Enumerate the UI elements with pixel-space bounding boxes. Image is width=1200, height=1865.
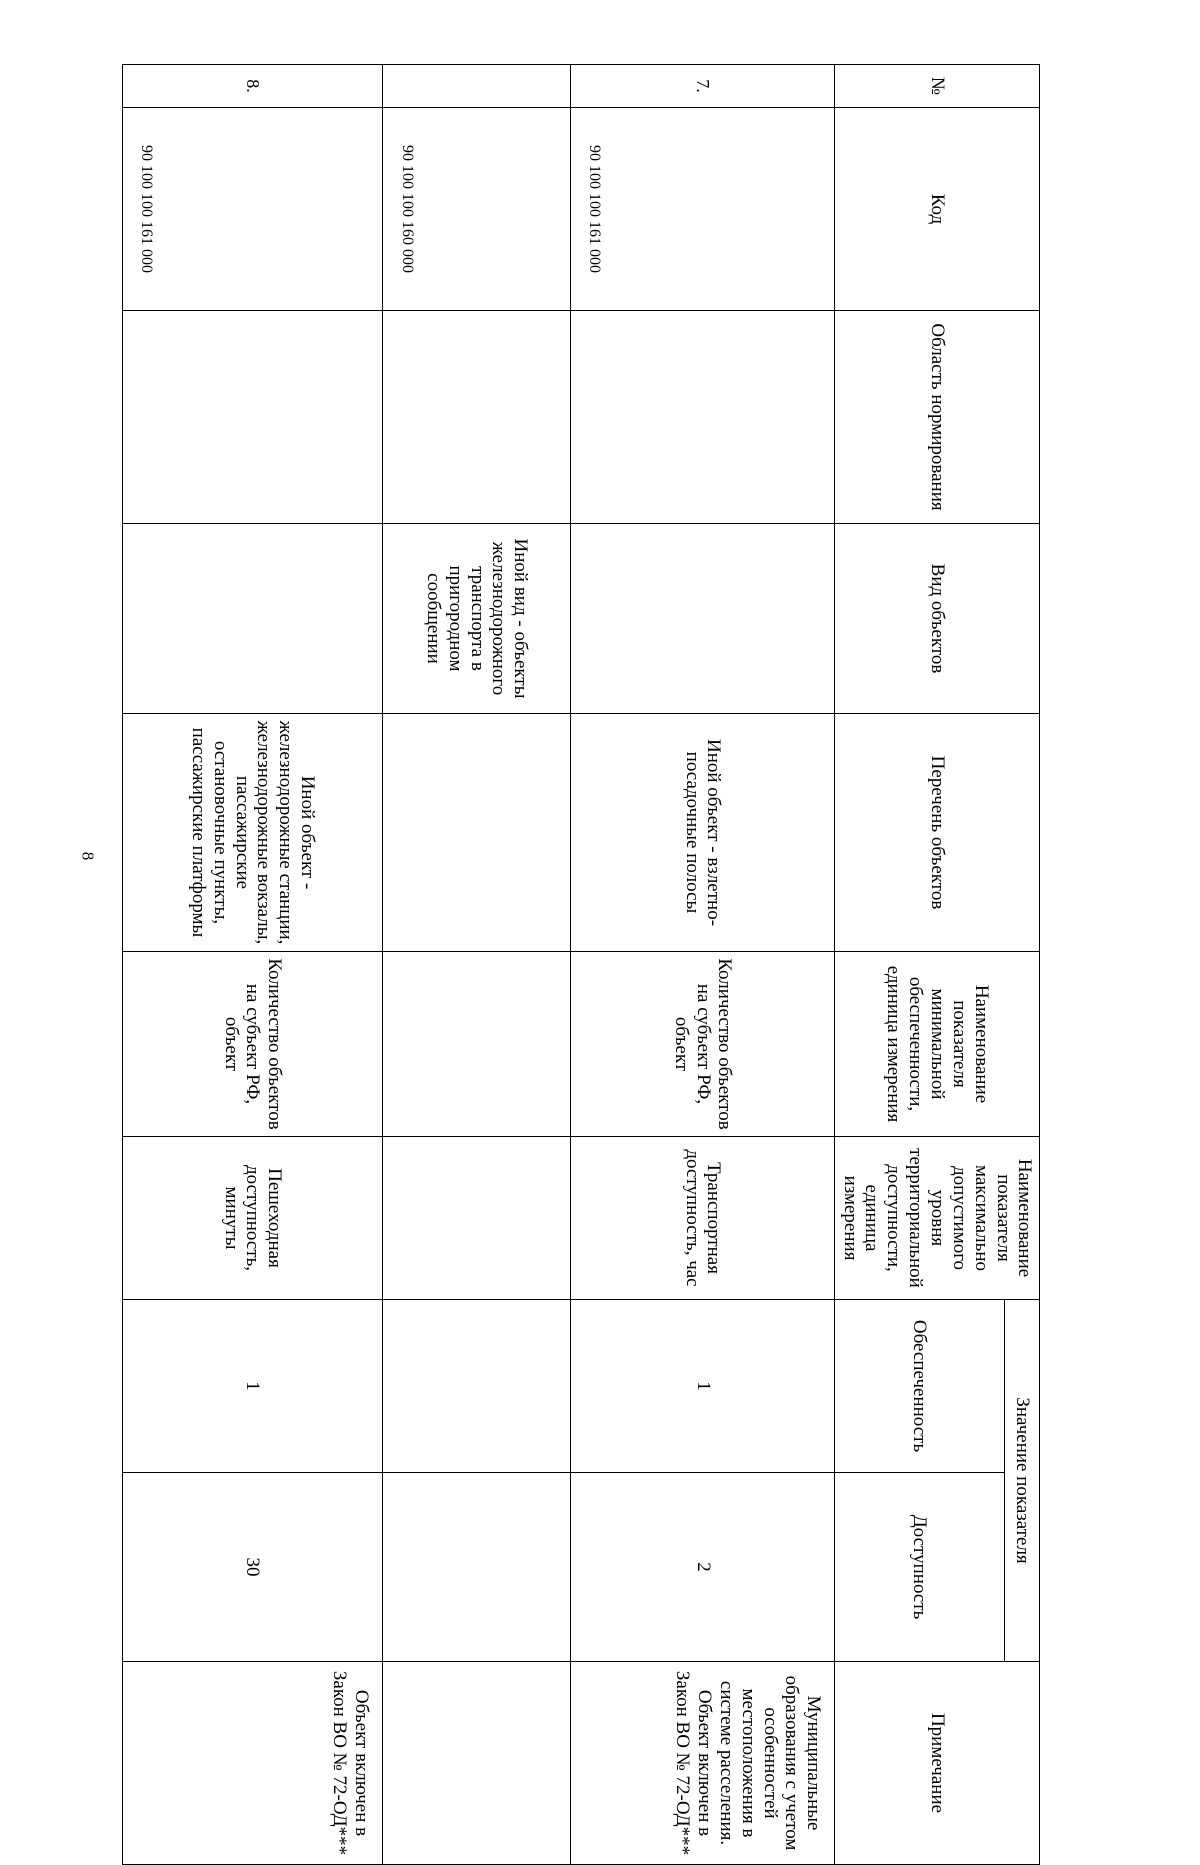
row-accessibility: 30 — [123, 1473, 383, 1662]
row-kind — [123, 524, 383, 714]
norms-table — [122, 64, 1040, 1865]
row-list — [383, 714, 571, 952]
header-code: Код — [835, 108, 1040, 311]
header-min-name: Наименование показателя минимальной обеспеченности, единица измерения — [835, 952, 1040, 1137]
row-kind: Иной вид - объекты железнодорожного транспорта в пригородном сообщении — [383, 524, 571, 714]
row-min-name: Количество объектов на субъект РФ, объект — [571, 952, 835, 1137]
header-value-group: Значение показателя — [1004, 1300, 1039, 1662]
table-row — [123, 65, 383, 1865]
table-row — [383, 65, 571, 1865]
header-kind: Вид объектов — [835, 524, 1040, 714]
row-kind — [571, 524, 835, 714]
row-accessibility: 2 — [571, 1473, 835, 1662]
row-code: 90 100 100 161 000 — [571, 108, 835, 311]
table-row — [571, 65, 835, 1865]
row-area — [571, 311, 835, 524]
row-note: Муниципальные образования с учетом особенностей местоположения в системе расселения. Объект включен в Закон ВО № 72-ОД*** — [571, 1662, 835, 1865]
header-area: Область нормирования — [835, 311, 1040, 524]
row-num: 7. — [571, 65, 835, 108]
row-provision: 1 — [123, 1300, 383, 1473]
row-list: Иной объект - железнодорожные станции, железнодорожные вокзалы, пассажирские остановочные пункты, пассажирские платформы — [123, 714, 383, 952]
header-num: № — [835, 65, 1040, 108]
row-area — [383, 311, 571, 524]
row-area — [123, 311, 383, 524]
header-accessibility: Доступность — [835, 1473, 1005, 1662]
row-min-name — [383, 952, 571, 1137]
row-max-name: Транспортная доступность, час — [571, 1137, 835, 1300]
header-provision: Обеспеченность — [835, 1300, 1005, 1473]
row-provision: 1 — [571, 1300, 835, 1473]
header-max-name: Наименование показателя максимально допустимого уровня территориальной доступности, единица измерения — [835, 1137, 1040, 1300]
table-rotated-wrapper — [122, 64, 1040, 1856]
row-list: Иной объект - взлетно-посадочные полосы — [571, 714, 835, 952]
row-provision — [383, 1300, 571, 1473]
row-num: 8. — [123, 65, 383, 108]
row-min-name: Количество объектов на субъект РФ, объект — [123, 952, 383, 1137]
row-note: Объект включен в Закон ВО № 72-ОД*** — [123, 1662, 383, 1865]
row-code: 90 100 100 161 000 — [123, 108, 383, 311]
header-list: Перечень объектов — [835, 714, 1040, 952]
row-note — [383, 1662, 571, 1865]
header-row-1 — [1004, 65, 1039, 1865]
page-number: 8 — [78, 851, 98, 861]
row-max-name: Пешеходная доступность, минуты — [123, 1137, 383, 1300]
row-num — [383, 65, 571, 108]
row-code: 90 100 100 160 000 — [383, 108, 571, 311]
row-accessibility — [383, 1473, 571, 1662]
header-note: Примечание — [835, 1662, 1040, 1865]
row-max-name — [383, 1137, 571, 1300]
